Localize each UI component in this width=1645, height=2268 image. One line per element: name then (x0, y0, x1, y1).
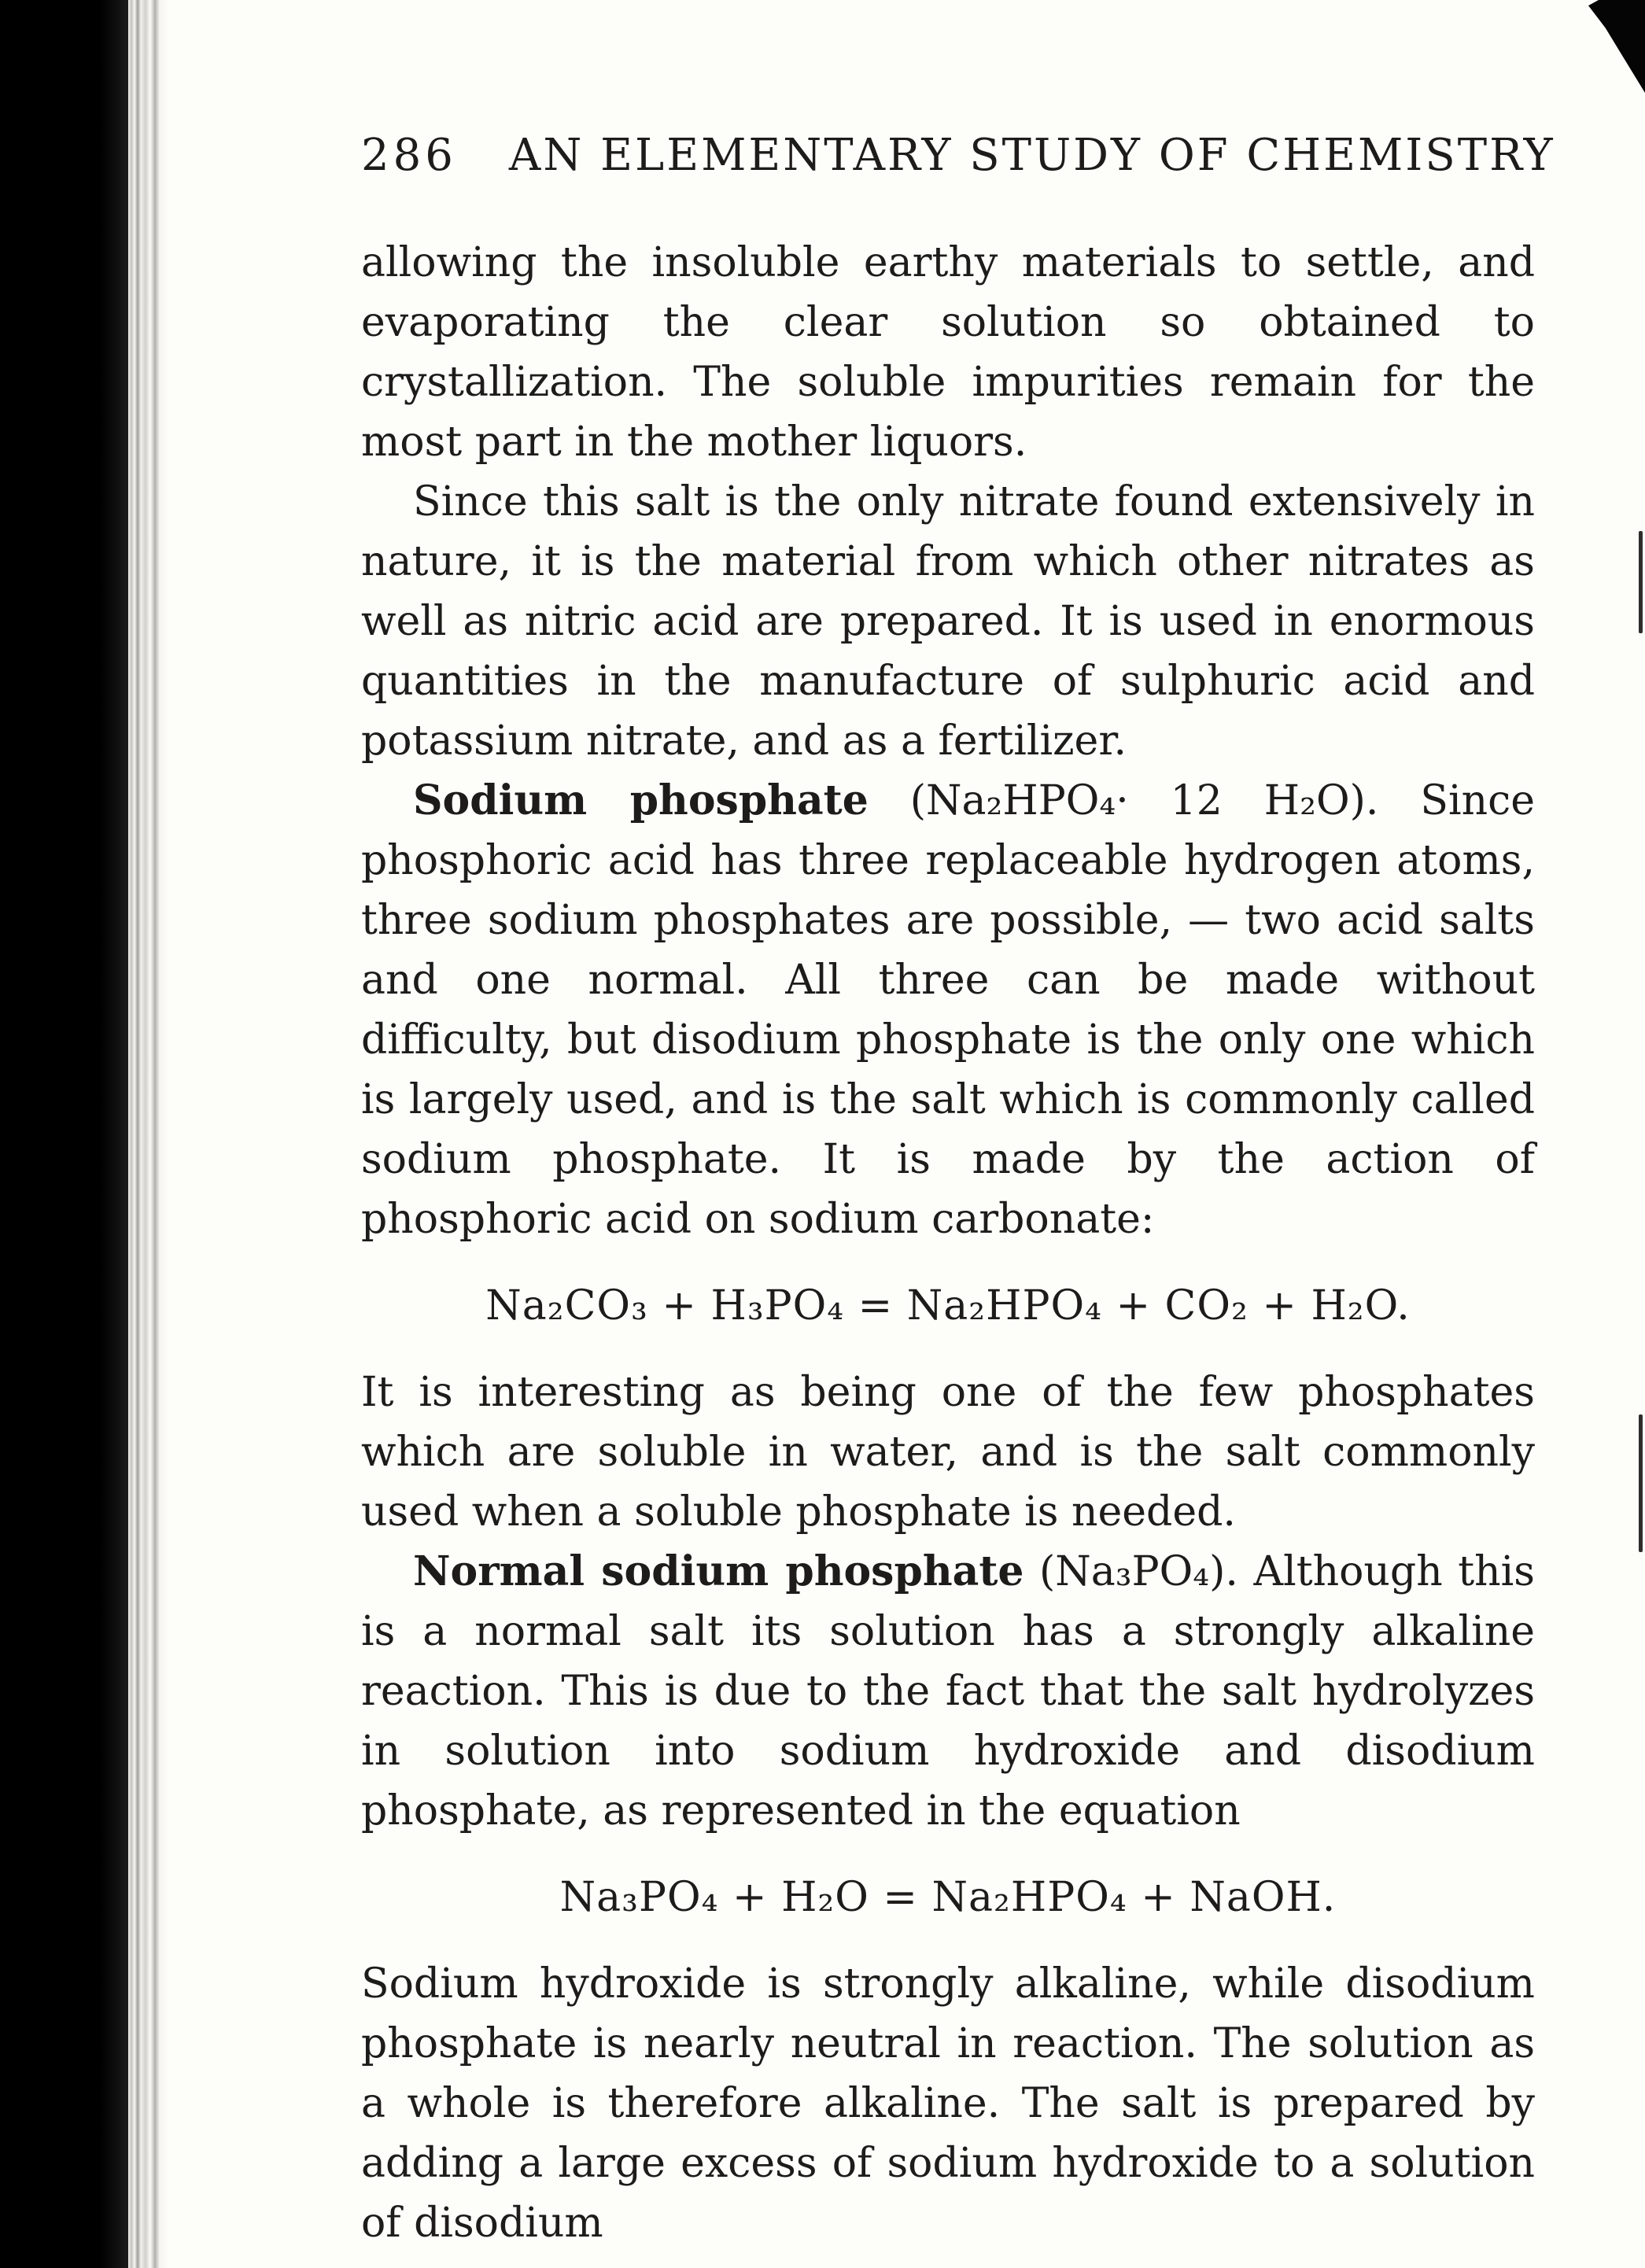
page-content (361, 0, 1555, 2253)
paragraph-text: (Na₃PO₄). Although this is a normal salt its solution has a strongly alkaline reaction. This is due to the fact that the salt hydrolyzes in solution into sodium hydroxide and disodium phosphate, as represented in the equation (361, 1548, 1535, 1835)
bold-lead: Sodium phosphate (413, 776, 869, 824)
paragraph-text: (Na₂HPO₄· 12 H₂O). Since phosphoric acid has three replaceable hydrogen atoms, three sodium phosphates are possible, — two acid salts and one normal. All three can be made without difficulty, but disodium phosphate is the only one which is largely used, and is the salt which is commonly called sodium phosphate. It is made by the action of phosphoric acid on sodium carbonate: (361, 777, 1536, 1243)
paragraph-text: It is interesting as being one of the few phosphates which are soluble in water, and is the salt commonly used when a soluble phosphate is needed. (361, 1369, 1535, 1536)
binding-shadow (0, 0, 128, 2268)
running-title: AN ELEMENTARY STUDY OF CHEMISTRY (508, 130, 1555, 181)
page-header (361, 127, 1555, 184)
paragraph-text: Sodium hydroxide is strongly alkaline, while disodium phosphate is nearly neutral in reaction. The solution as a whole is therefore alkaline. The salt is prepared by adding a large excess of sodium hydroxide to a solution of disodium (361, 1960, 1535, 2247)
page-edge-line (1639, 531, 1643, 633)
paragraph (361, 472, 1535, 771)
paragraph (361, 233, 1535, 472)
paragraph-text: Since this salt is the only nitrate found extensively in nature, it is the material from which other nitrates as well as nitric acid are prepared. It is used in enormous quantities in the manufacture of sulphuric acid and potassium nitrate, and as a fertilizer. (361, 478, 1535, 765)
bold-lead: Normal sodium phosphate (413, 1547, 1024, 1595)
chemical-equation: Na₃PO₄ + H₂O = Na₂HPO₄ + NaOH. (559, 1874, 1337, 1921)
paragraph-text: allowing the insoluble earthy materials to settle, and evaporating the clear solution so obtained to crystallization. The soluble impurities remain for the most part in the mother liquors. (361, 239, 1535, 466)
paragraph (361, 1542, 1535, 1841)
binding-streaks (128, 0, 169, 2268)
scan-corner-mark (1588, 0, 1645, 93)
chemical-equation: Na₂CO₃ + H₃PO₄ = Na₂HPO₄ + CO₂ + H₂O. (485, 1282, 1411, 1329)
page-edge-line (1639, 1414, 1643, 1552)
paragraph (361, 1954, 1535, 2253)
paragraph (361, 771, 1535, 1249)
paragraph (361, 1363, 1535, 1542)
page-number: 286 (361, 130, 457, 181)
